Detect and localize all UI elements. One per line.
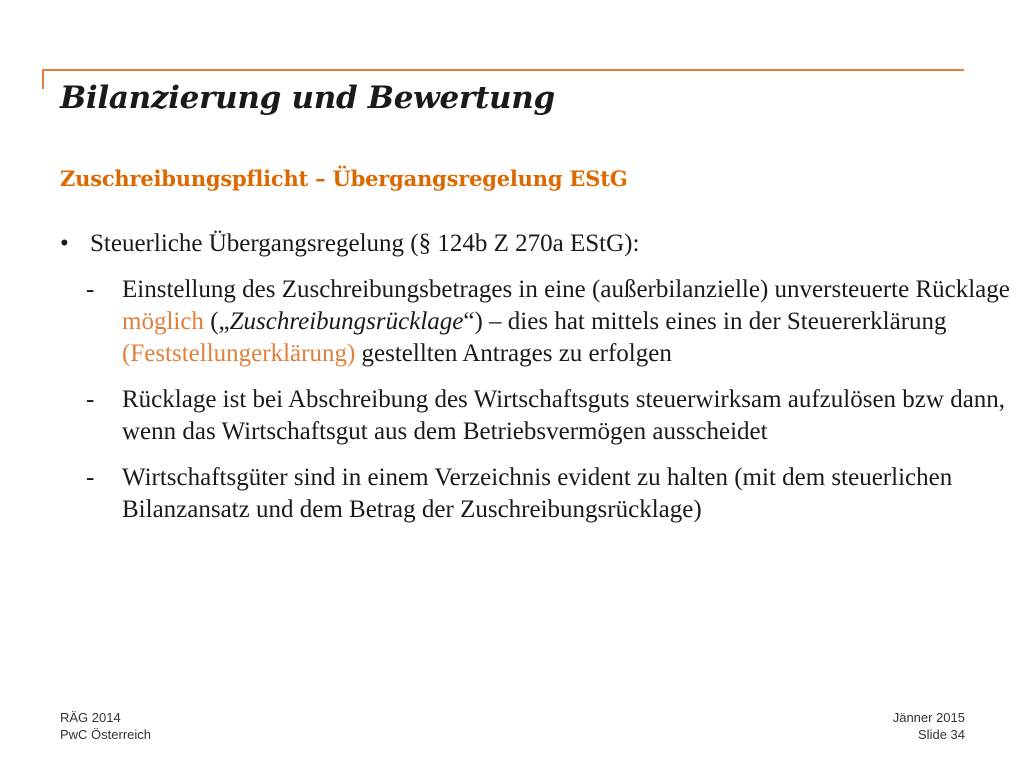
bullet-text: Steuerliche Übergangsregelung (§ 124b Z 270a EStG): [90, 230, 640, 257]
bullet-mark: • [60, 230, 69, 257]
text-span: “) – dies hat mittels eines in der Steuererklärung [463, 308, 947, 335]
text-span: gestellten Antrages zu erfolgen [355, 340, 672, 367]
sub-item-text: Wirtschaftsgüter sind in einem Verzeichnis evident zu halten (mit dem steuerlichen Bilanzansatz und dem Betrag der Zuschreibungsrücklage) [122, 464, 953, 523]
highlight-feststellung: (Feststellungerklärung) [122, 340, 356, 367]
footer-date: Jänner 2015 [892, 710, 965, 725]
text-span: („ [203, 308, 230, 335]
footer-company: PwC Österreich [60, 727, 152, 742]
footer-right [860, 709, 965, 743]
sub-item-1 [86, 274, 1015, 370]
footer-topic: RÄG 2014 [60, 710, 121, 725]
slide-title: Bilanzierung und Bewertung [60, 80, 555, 116]
dash-mark: - [86, 386, 95, 413]
sub-item-2 [86, 384, 1015, 448]
slide-body [60, 228, 1015, 526]
italic-term: Zuschreibungsrücklage [229, 308, 464, 335]
sub-item-text [122, 274, 1015, 370]
dash-mark: - [86, 276, 95, 303]
bullet-item [60, 228, 1015, 260]
header-rule-corner [42, 69, 44, 89]
sub-item-text: Rücklage ist bei Abschreibung des Wirtschaftsguts steuerwirksam aufzulösen bzw dann, wenn das Wirtschaftsgut aus dem Betriebsvermögen ausscheidet [122, 386, 1006, 445]
footer-slide-number: Slide 34 [918, 727, 965, 742]
sub-item-3 [86, 462, 1015, 526]
dash-mark: - [86, 464, 95, 491]
footer-left [60, 709, 151, 743]
text-span: Einstellung des Zuschreibungsbetrages in eine (außerbilanzielle) unversteuerte Rücklage [122, 276, 1010, 303]
header-rule [42, 69, 964, 71]
slide-subtitle: Zuschreibungspflicht – Übergangsregelung EStG [60, 166, 628, 191]
highlight-moeglich: möglich [122, 308, 204, 335]
